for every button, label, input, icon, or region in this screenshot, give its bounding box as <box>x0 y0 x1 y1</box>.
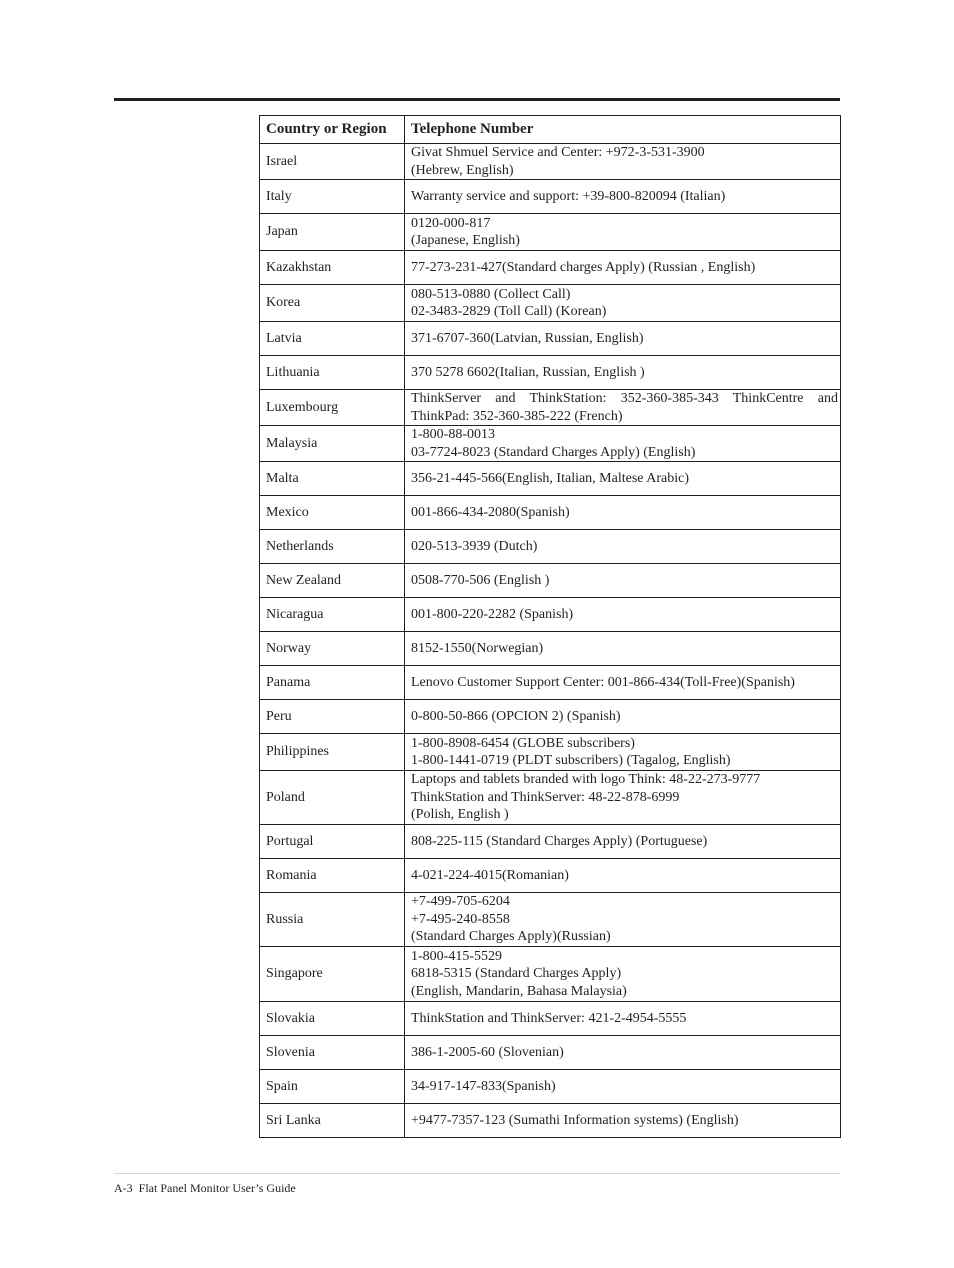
country-cell: Korea <box>260 285 405 322</box>
table-row <box>260 251 841 285</box>
footer-rule <box>114 1173 840 1174</box>
country-cell: Peru <box>260 700 405 734</box>
phone-cell: 8152-1550(Norwegian) <box>405 632 841 666</box>
country-cell: Malaysia <box>260 426 405 462</box>
table-row <box>260 322 841 356</box>
table-row <box>260 564 841 598</box>
country-cell: Slovakia <box>260 1002 405 1036</box>
phone-cell: 370 5278 6602(Italian, Russian, English ) <box>405 356 841 390</box>
table-row <box>260 390 841 426</box>
table-row <box>260 734 841 771</box>
country-cell: Singapore <box>260 947 405 1002</box>
top-rule <box>114 98 840 101</box>
table-row <box>260 825 841 859</box>
country-cell: Russia <box>260 893 405 947</box>
phone-cell: ThinkStation and ThinkServer: 421-2-4954-5555 <box>405 1002 841 1036</box>
table-row <box>260 144 841 180</box>
phone-cell: 371-6707-360(Latvian, Russian, English) <box>405 322 841 356</box>
table-row <box>260 1070 841 1104</box>
table-row <box>260 426 841 462</box>
table-row <box>260 700 841 734</box>
table-row <box>260 1036 841 1070</box>
country-column-header: Country or Region <box>260 116 405 144</box>
country-cell: Israel <box>260 144 405 180</box>
table-row <box>260 598 841 632</box>
phone-cell: Laptops and tablets branded with logo Think: 48-22-273-9777 ThinkStation and ThinkServer: 48-22-878-6999 (Polish, English ) <box>405 771 841 825</box>
phone-cell: Warranty service and support: +39-800-820094 (Italian) <box>405 180 841 214</box>
phone-cell: 1-800-88-0013 03-7724-8023 (Standard Charges Apply) (English) <box>405 426 841 462</box>
table-row <box>260 496 841 530</box>
support-phone-table <box>259 115 841 1138</box>
table-row <box>260 356 841 390</box>
page-footer: A-3 Flat Panel Monitor User’s Guide <box>114 1181 296 1195</box>
phone-cell: 0120-000-817 (Japanese, English) <box>405 214 841 251</box>
phone-cell: Lenovo Customer Support Center: 001-866-434(Toll-Free)(Spanish) <box>405 666 841 700</box>
country-cell: Romania <box>260 859 405 893</box>
country-cell: Slovenia <box>260 1036 405 1070</box>
phone-cell: 001-800-220-2282 (Spanish) <box>405 598 841 632</box>
phone-cell: 1-800-8908-6454 (GLOBE subscribers) 1-800-1441-0719 (PLDT subscribers) (Tagalog, English) <box>405 734 841 771</box>
table-row <box>260 462 841 496</box>
phone-cell: 77-273-231-427(Standard charges Apply) (Russian , English) <box>405 251 841 285</box>
phone-cell: ThinkServer and ThinkStation: 352-360-385-343 ThinkCentre and ThinkPad: 352-360-385-222 (French) <box>405 390 841 426</box>
phone-cell: 0508-770-506 (English ) <box>405 564 841 598</box>
country-cell: Japan <box>260 214 405 251</box>
country-cell: Luxembourg <box>260 390 405 426</box>
table-row <box>260 285 841 322</box>
phone-cell: 4-021-224-4015(Romanian) <box>405 859 841 893</box>
table-row <box>260 1104 841 1138</box>
phone-cell: 0-800-50-866 (OPCION 2) (Spanish) <box>405 700 841 734</box>
phone-cell: Givat Shmuel Service and Center: +972-3-531-3900 (Hebrew, English) <box>405 144 841 180</box>
country-cell: Norway <box>260 632 405 666</box>
country-cell: Italy <box>260 180 405 214</box>
country-cell: New Zealand <box>260 564 405 598</box>
country-cell: Mexico <box>260 496 405 530</box>
phone-cell: +9477-7357-123 (Sumathi Information systems) (English) <box>405 1104 841 1138</box>
country-cell: Spain <box>260 1070 405 1104</box>
country-cell: Lithuania <box>260 356 405 390</box>
country-cell: Panama <box>260 666 405 700</box>
country-cell: Poland <box>260 771 405 825</box>
phone-cell: 34-917-147-833(Spanish) <box>405 1070 841 1104</box>
phone-cell: 080-513-0880 (Collect Call) 02-3483-2829 (Toll Call) (Korean) <box>405 285 841 322</box>
table-row <box>260 666 841 700</box>
phone-cell: 356-21-445-566(English, Italian, Maltese Arabic) <box>405 462 841 496</box>
table-row <box>260 1002 841 1036</box>
country-cell: Latvia <box>260 322 405 356</box>
table-header-row <box>260 116 841 144</box>
phone-cell: 386-1-2005-60 (Slovenian) <box>405 1036 841 1070</box>
phone-cell: 1-800-415-5529 6818-5315 (Standard Charges Apply) (English, Mandarin, Bahasa Malaysia) <box>405 947 841 1002</box>
country-cell: Netherlands <box>260 530 405 564</box>
country-cell: Philippines <box>260 734 405 771</box>
country-cell: Kazakhstan <box>260 251 405 285</box>
phone-cell: 020-513-3939 (Dutch) <box>405 530 841 564</box>
phone-column-header: Telephone Number <box>405 116 841 144</box>
phone-cell: 001-866-434-2080(Spanish) <box>405 496 841 530</box>
phone-cell: 808-225-115 (Standard Charges Apply) (Portuguese) <box>405 825 841 859</box>
table-row <box>260 214 841 251</box>
phone-cell: +7-499-705-6204 +7-495-240-8558 (Standard Charges Apply)(Russian) <box>405 893 841 947</box>
table-row <box>260 530 841 564</box>
country-cell: Portugal <box>260 825 405 859</box>
country-cell: Nicaragua <box>260 598 405 632</box>
table-row <box>260 771 841 825</box>
table-row <box>260 180 841 214</box>
country-cell: Malta <box>260 462 405 496</box>
table-row <box>260 893 841 947</box>
country-cell: Sri Lanka <box>260 1104 405 1138</box>
table-row <box>260 947 841 1002</box>
table-row <box>260 859 841 893</box>
table-row <box>260 632 841 666</box>
